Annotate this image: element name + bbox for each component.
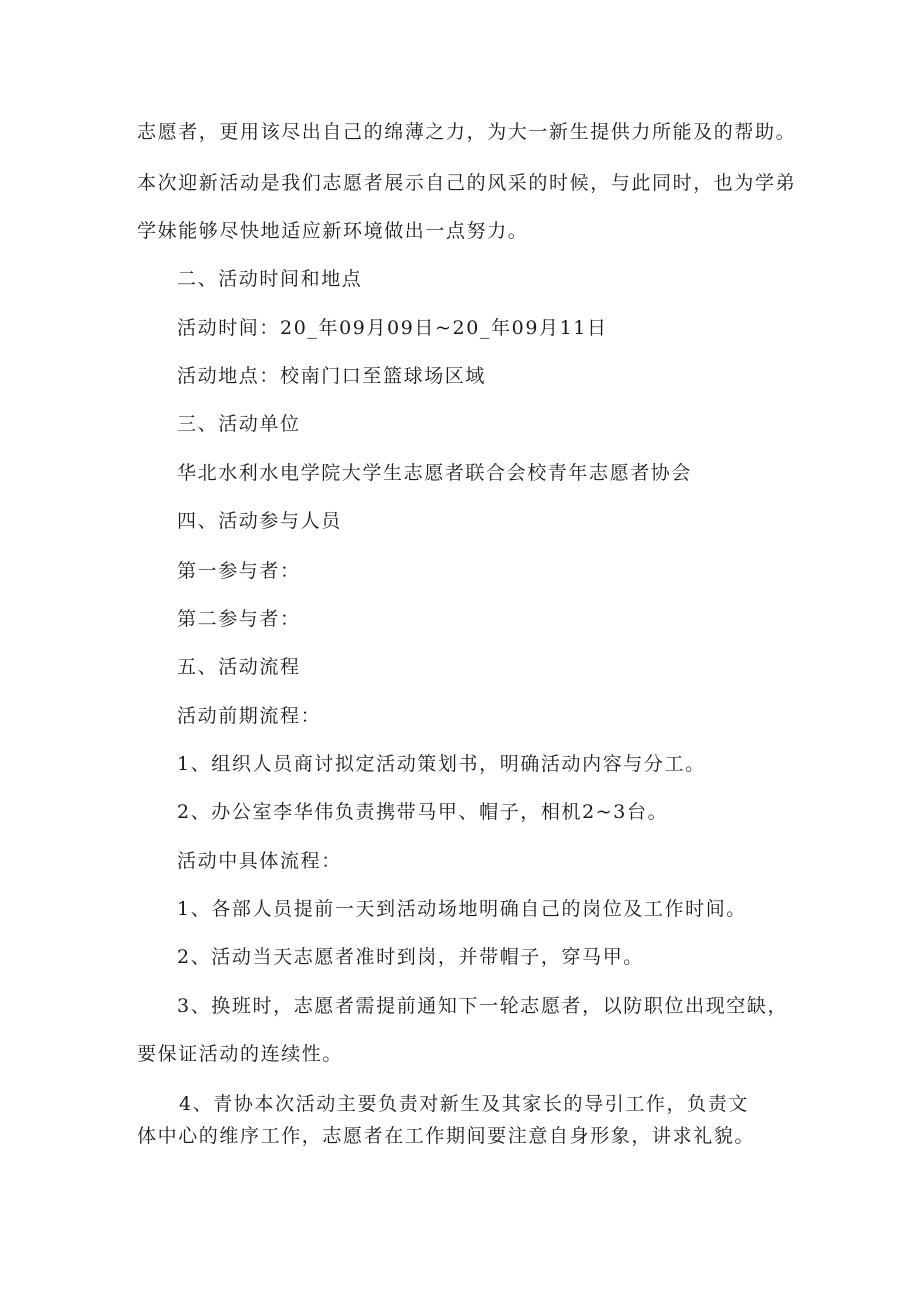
activity-unit: 华北水利水电学院大学生志愿者联合会校青年志愿者协会: [177, 462, 693, 484]
section-2-heading: 二、活动时间和地点: [177, 268, 363, 290]
intro-line-1: 志愿者，更用该尽出自己的绵薄之力，为大一新生提供力所能及的帮助。: [137, 121, 797, 143]
mid-process-item-3-line-1: 3、换班时，志愿者需提前通知下一轮志愿者，以防职位出现空缺，: [177, 995, 789, 1017]
mid-process-item-4-line-1: 4、青协本次活动主要负责对新生及其家长的导引工作，负责文: [179, 1093, 749, 1115]
section-5-heading: 五、活动流程: [177, 656, 301, 678]
mid-process-item-4-line-2: 体中心的维序工作，志愿者在工作期间要注意自身形象，讲求礼貌。: [137, 1125, 756, 1147]
mid-process-item-3-line-2: 要保证活动的连续性。: [137, 1043, 344, 1065]
mid-process-item-1: 1、各部人员提前一天到活动场地明确自己的岗位及工作时间。: [177, 898, 747, 920]
mid-process-item-2: 2、活动当天志愿者准时到岗，并带帽子，穿马甲。: [177, 946, 644, 968]
activity-place: 活动地点：校南门口至篮球场区域: [177, 365, 487, 387]
first-participant: 第一参与者：: [177, 560, 301, 582]
pre-process-item-2: 2、办公室李华伟负责携带马甲、帽子，相机2~3台。: [177, 801, 669, 823]
section-4-heading: 四、活动参与人员: [177, 510, 342, 532]
pre-process-item-1: 1、组织人员商讨拟定活动策划书，明确活动内容与分工。: [177, 753, 706, 775]
section-3-heading: 三、活动单位: [177, 413, 301, 435]
mid-process-heading: 活动中具体流程：: [177, 850, 342, 872]
intro-line-3: 学妹能够尽快地适应新环境做出一点努力。: [137, 220, 529, 242]
activity-time: 活动时间：20_年09月09日~20_年09月11日: [177, 317, 608, 339]
intro-line-2: 本次迎新活动是我们志愿者展示自己的风采的时候，与此同时，也为学弟: [137, 172, 797, 194]
second-participant: 第二参与者：: [177, 608, 301, 630]
pre-process-heading: 活动前期流程：: [177, 705, 322, 727]
